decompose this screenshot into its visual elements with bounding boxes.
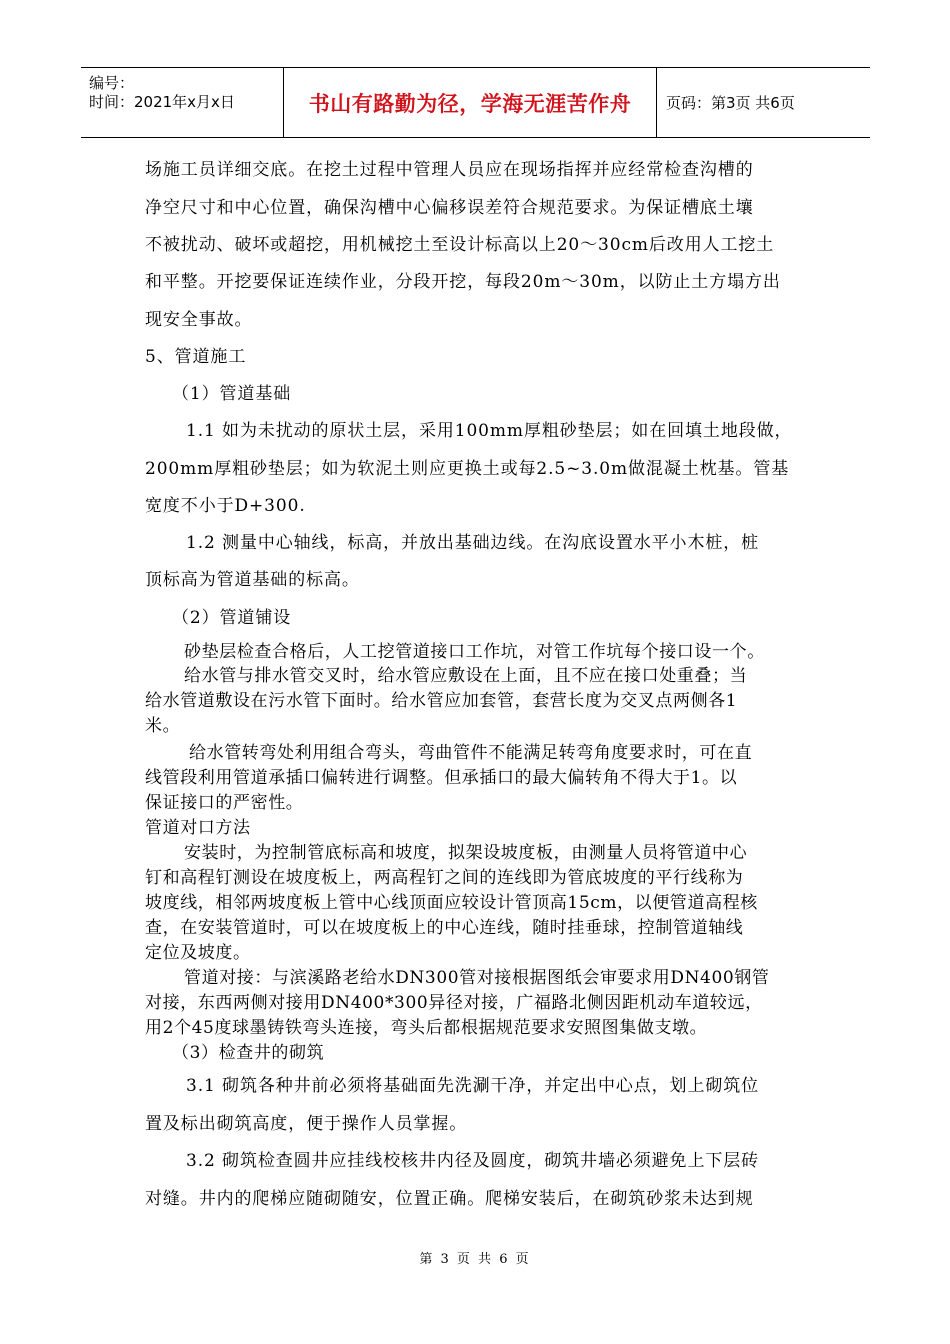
body-line: 线管段利用管道承插口偏转进行调整。但承插口的最大偏转角不得大于1。以	[145, 768, 738, 788]
body-line: 对缝。井内的爬梯应随砌随安，位置正确。爬梯安装后，在砌筑砂浆未达到规	[145, 1189, 754, 1209]
subsection-heading: （1）管道基础	[172, 384, 292, 404]
subsection-heading: （2）管道铺设	[172, 608, 292, 628]
page-header	[81, 67, 870, 138]
body-line: 200mm厚粗砂垫层；如为软泥土则应更换土或每2.5~3.0m做混凝土枕基。管基	[145, 459, 790, 479]
body-line: 管道对接：与滨溪路老给水DN300管对接根据图纸会审要求用DN400钢管	[184, 968, 770, 988]
body-line: 给水管道敷设在污水管下面时。给水管应加套管，套营长度为交叉点两侧各1	[145, 691, 738, 711]
section-heading: 5、管道施工	[145, 347, 247, 367]
subsection-heading: 管道对口方法	[145, 818, 251, 838]
body-line: 1.2 测量中心轴线，标高，并放出基础边线。在沟底设置水平小木桩，桩	[186, 533, 760, 553]
body-line: 3.2 砌筑检查圆井应挂线校核井内径及圆度，砌筑井墙必须避免上下层砖	[186, 1151, 760, 1171]
document-time-label: 时间：2021年x月x日	[89, 93, 235, 111]
subsection-heading: （3）检查井的砌筑	[172, 1043, 325, 1063]
body-line: 3.1 砌筑各种井前必须将基础面先洗涮干净，并定出中心点，划上砌筑位	[186, 1076, 760, 1096]
body-line: 和平整。开挖要保证连续作业，分段开挖，每段20m～30m，以防止土方塌方出	[145, 272, 781, 292]
body-line: 给水管与排水管交叉时，给水管应敷设在上面，且不应在接口处重叠；当	[184, 666, 748, 686]
header-motto: 书山有路勤为径，学海无涯苦作舟	[284, 68, 657, 137]
body-line: 1.1 如为未扰动的原状土层，采用100mm厚粗砂垫层；如在回填土地段做，	[186, 421, 793, 441]
body-line: 安装时，为控制管底标高和坡度，拟架设坡度板，由测量人员将管道中心	[184, 843, 748, 863]
body-line: 钉和高程钉测设在坡度板上，两高程钉之间的连线即为管底坡度的平行线称为	[145, 868, 744, 888]
body-line: 现安全事故。	[145, 310, 253, 330]
body-line: 米。	[145, 716, 181, 736]
body-line: 查，在安装管道时，可以在坡度板上的中心连线，随时挂垂球，控制管道轴线	[145, 918, 744, 938]
body-line: 顶标高为管道基础的标高。	[145, 570, 360, 590]
body-line: 坡度线，相邻两坡度板上管中心线顶面应较设计管顶高15cm，以便管道高程核	[145, 893, 758, 913]
body-line: 定位及坡度。	[145, 943, 251, 963]
body-line: 置及标出砌筑高度，便于操作人员掌握。	[145, 1114, 468, 1134]
body-line: 净空尺寸和中心位置，确保沟槽中心偏移误差符合规范要求。为保证槽底土壤	[145, 198, 754, 218]
body-line: 用2个45度球墨铸铁弯头连接，弯头后都根据规范要求安照图集做支墩。	[145, 1018, 708, 1038]
header-meta	[81, 68, 284, 137]
body-line: 不被扰动、破坏或超挖，用机械挖土至设计标高以上20～30cm后改用人工挖土	[145, 235, 775, 255]
page-footer: 第 3 页 共 6 页	[419, 1252, 531, 1267]
header-page-number: 页码：第3页 共6页	[666, 94, 795, 112]
body-line: 对接，东西两侧对接用DN400*300异径对接，广福路北侧因距机动车道较远，	[145, 993, 763, 1013]
body-line: 保证接口的严密性。	[145, 793, 304, 813]
body-line: 砂垫层检查合格后，人工挖管道接口工作坑，对管工作坑每个接口设一个。	[184, 642, 765, 662]
body-line: 场施工员详细交底。在挖土过程中管理人员应在现场指挥并应经常检查沟槽的	[145, 160, 754, 180]
body-line: 宽度不小于D+300.	[145, 496, 306, 516]
document-number-label: 编号：	[89, 74, 135, 92]
body-line: 给水管转弯处利用组合弯头，弯曲管件不能满足转弯角度要求时，可在直	[189, 743, 753, 763]
